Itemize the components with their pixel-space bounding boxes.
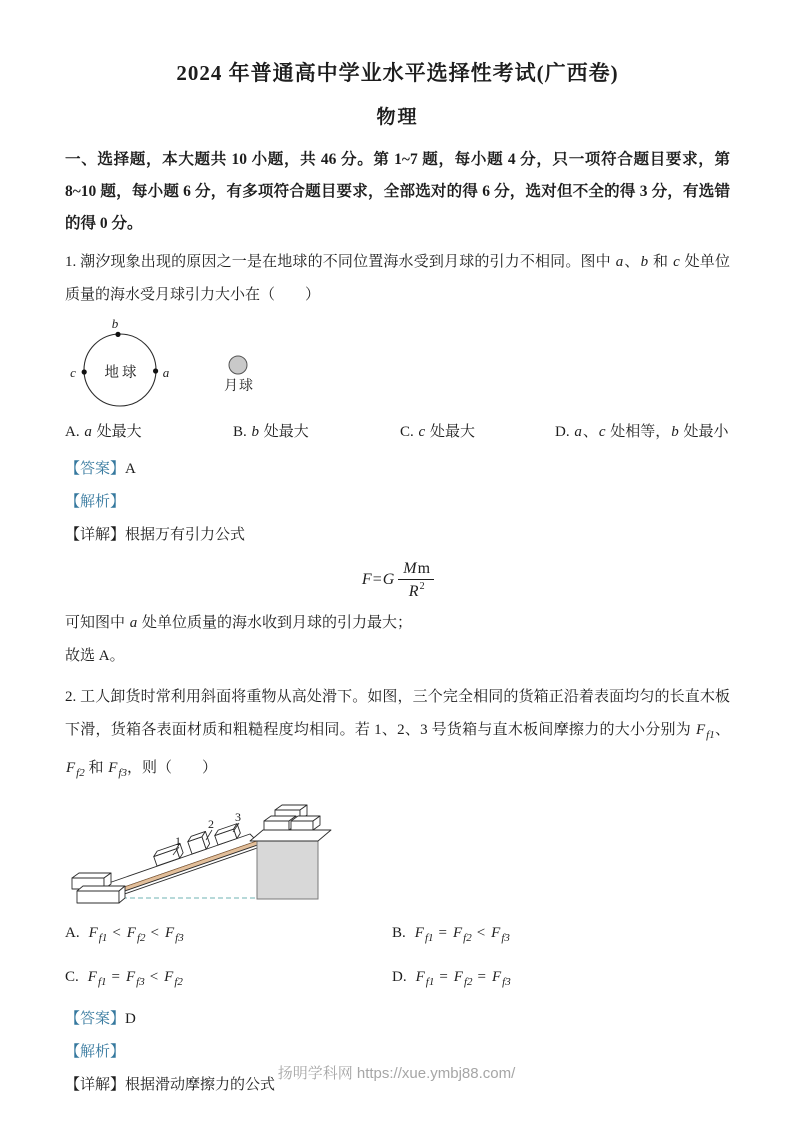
formula-denominator [398, 580, 434, 601]
q1-option-d-text1: 处相等， [606, 424, 671, 440]
q2-stem-sub1: f1 [706, 729, 715, 742]
q2-option-c-s2: f3 [136, 976, 145, 989]
q2-option-c-op2: < [149, 969, 159, 986]
q2-option-b-F1: F [414, 925, 424, 942]
formula-numerator [398, 560, 434, 580]
moon-circle [229, 356, 247, 374]
q2-option-c-s3: f2 [174, 976, 183, 989]
q2-option-b-op2: < [476, 925, 486, 942]
q2-answer-line [65, 1003, 730, 1036]
platform-block [257, 841, 318, 899]
q1-figure-earth-moon [65, 316, 275, 412]
q1-option-d-sep: 、 [582, 424, 598, 440]
q1-option-d-var3: b [671, 424, 679, 440]
q2-stem-sep2: 和 [84, 760, 108, 777]
formula-eq: = [372, 571, 382, 589]
q1-option-a-var: a [84, 424, 92, 440]
q1-choose-line: 故选 A。 [65, 648, 125, 665]
section-instructions: 一、选择题，本大题共 10 小题，共 46 分。第 1~7 题，每小题 4 分，只一项符合题目要求，第 8~10 题，每小题 6 分，有多项符合题目要求，全部选对的得 6 分，选对但不全的得 3 分，有选错的得 0 分。 [65, 151, 730, 232]
q2-option-b-s2: f2 [463, 932, 472, 945]
formula-R: R [408, 582, 419, 600]
answer-marker: 【答案】 [65, 1011, 126, 1028]
q2-option-a-op1: < [112, 925, 121, 942]
answer-marker: 【答案】 [65, 461, 126, 477]
q2-option-d-op1: = [439, 969, 448, 986]
q2-option-b-s1: f1 [424, 932, 434, 945]
q2-option-d-s1: f1 [425, 976, 435, 989]
ground-boxes [72, 873, 125, 903]
formula-fraction [398, 560, 434, 601]
subject-title: 物理 [376, 107, 419, 128]
q1-option-d-text2: 处最小 [679, 424, 729, 440]
point-b-dot [115, 332, 120, 337]
q2-option-a-F2: F [126, 925, 136, 942]
q1-conclusion-line [65, 607, 730, 640]
earth-label: 地球 [104, 365, 140, 381]
box-3-label: 3 [235, 810, 241, 825]
q2-option-a [65, 925, 392, 944]
formula-m: m [417, 560, 431, 577]
q2-options [65, 925, 730, 988]
q2-option-d-F1: F [415, 969, 425, 986]
q1-option-c-label: C. [400, 424, 418, 440]
formula-M: M [403, 560, 417, 577]
q1-option-d-label: D. [555, 424, 574, 440]
q1-option-d-var1: a [574, 424, 582, 440]
q2-option-b-op1: = [438, 925, 447, 942]
box-1-label: 1 [175, 834, 181, 849]
q1-stem-sep1: 、 [624, 254, 640, 270]
moon-label: 月球 [224, 379, 254, 394]
q1-options [65, 421, 730, 443]
q2-stem [65, 681, 730, 790]
q1-gravity-formula [65, 560, 730, 601]
q1-var-c: c [673, 254, 680, 270]
q2-option-c-F2: F [125, 969, 136, 986]
q1-conclusion-var: a [129, 615, 138, 632]
q1-stem-text: 1. 潮汐现象出现的原因之一是在地球的不同位置海水受到月球的引力不相同。图中 [65, 254, 615, 270]
q2-stem-sub2: f2 [76, 767, 85, 780]
q2-stem-text: 2. 工人卸货时常利用斜面将重物从高处滑下。如图，三个完全相同的货箱正沿着表面均匀的长直木板下滑，货箱各表面材质和粗糙程度均相同。若 1、2、3 号货箱与直木板间摩擦力的大小分别为 [65, 689, 730, 739]
q2-option-a-op2: < [150, 925, 159, 942]
q2-option-b [392, 925, 730, 944]
q2-option-d [392, 969, 730, 988]
q1-option-b-label: B. [233, 424, 251, 440]
q2-option-a-label: A. [65, 925, 80, 942]
q1-detail-line [65, 519, 730, 552]
q2-stem-F2: F [66, 760, 76, 777]
q2-option-d-s3: f3 [502, 976, 511, 989]
q2-stem-F3: F [108, 760, 118, 777]
q1-option-a [65, 421, 233, 443]
q1-var-b: b [640, 254, 649, 270]
q1-option-a-text: 处最大 [92, 424, 142, 440]
detail-marker: 【详解】 [65, 1077, 126, 1094]
q1-stem-sep2: 和 [649, 254, 673, 270]
q1-stem-tail: 处单位质量的海水受月球引力大小在（ ） [65, 254, 730, 303]
q2-option-d-F3: F [492, 969, 502, 986]
q1-answer-value: A [125, 461, 136, 477]
q2-option-c-s1: f1 [97, 976, 107, 989]
q1-analysis-line [65, 486, 730, 519]
q2-option-b-F3: F [491, 925, 501, 942]
q2-option-b-label: B. [392, 925, 406, 942]
point-c-dot [82, 369, 87, 374]
q2-option-c-op1: = [111, 969, 120, 986]
q2-option-b-s3: f3 [501, 932, 510, 945]
formula-F: F [361, 571, 372, 589]
q2-stem-sep1: 、 [714, 722, 730, 739]
q2-option-a-F1: F [88, 925, 98, 942]
q1-option-c [400, 421, 555, 443]
q2-answer-value: D [125, 1011, 136, 1028]
q2-option-c-F1: F [87, 969, 97, 986]
q1-option-d-var2: c [598, 424, 606, 440]
plank-side-tan [107, 841, 259, 897]
analysis-marker: 【解析】 [65, 1044, 126, 1061]
point-c-label: c [70, 365, 76, 380]
q2-option-d-F2: F [453, 969, 463, 986]
formula-exponent: 2 [419, 581, 425, 593]
analysis-marker: 【解析】 [65, 494, 126, 510]
platform-boxes [264, 805, 320, 830]
q1-option-d [555, 421, 729, 443]
q2-stem-sub3: f3 [118, 767, 127, 780]
q2-option-a-s2: f2 [136, 932, 146, 945]
detail-marker: 【详解】 [65, 527, 126, 543]
q1-option-b-var: b [251, 424, 260, 440]
q1-solution [65, 453, 730, 673]
q2-option-a-F3: F [165, 925, 175, 942]
q2-solution [65, 1003, 730, 1102]
point-a-dot [153, 368, 158, 373]
footer-watermark: 扬明学科网 https://xue.ymbj88.com/ [277, 1065, 516, 1082]
q1-answer-line [65, 453, 730, 486]
q1-stem [65, 246, 730, 312]
q1-conclusion-text2: 处单位质量的海水收到月球的引力最大； [138, 615, 413, 632]
q1-var-a: a [615, 254, 624, 270]
page-title: 2024 年普通高中学业水平选择性考试(广西卷) [176, 61, 619, 85]
q2-option-d-s2: f2 [463, 976, 473, 989]
q1-option-b [233, 421, 400, 443]
q2-option-b-F2: F [452, 925, 463, 942]
plank-bottom-edge [109, 845, 260, 900]
q2-option-c-label: C. [65, 969, 79, 986]
q2-detail-text: 根据滑动摩擦力的公式 [125, 1077, 276, 1094]
q2-figure-incline [62, 802, 337, 908]
q2-option-c-F3: F [164, 969, 174, 986]
q1-option-b-text: 处最大 [260, 424, 309, 440]
point-a-label: a [162, 365, 170, 380]
box-2-label: 2 [208, 817, 214, 832]
formula-G: G [382, 571, 395, 589]
q1-option-a-label: A. [65, 424, 84, 440]
q2-option-a-s1: f1 [98, 932, 108, 945]
platform-top-surface [250, 830, 331, 841]
q2-stem-F1: F [695, 722, 706, 739]
q2-stem-tail: ，则（ ） [126, 760, 217, 777]
q1-conclusion-text1: 可知图中 [65, 615, 129, 632]
q1-detail-text: 根据万有引力公式 [125, 527, 246, 543]
q1-option-c-var: c [418, 424, 426, 440]
q2-option-d-op2: = [477, 969, 486, 986]
point-b-label: b [111, 316, 119, 331]
q2-option-a-s3: f3 [175, 932, 184, 945]
q2-option-c [65, 969, 392, 988]
q1-option-c-text: 处最大 [426, 424, 475, 440]
document-content [65, 58, 730, 1102]
q2-option-d-label: D. [392, 969, 407, 986]
